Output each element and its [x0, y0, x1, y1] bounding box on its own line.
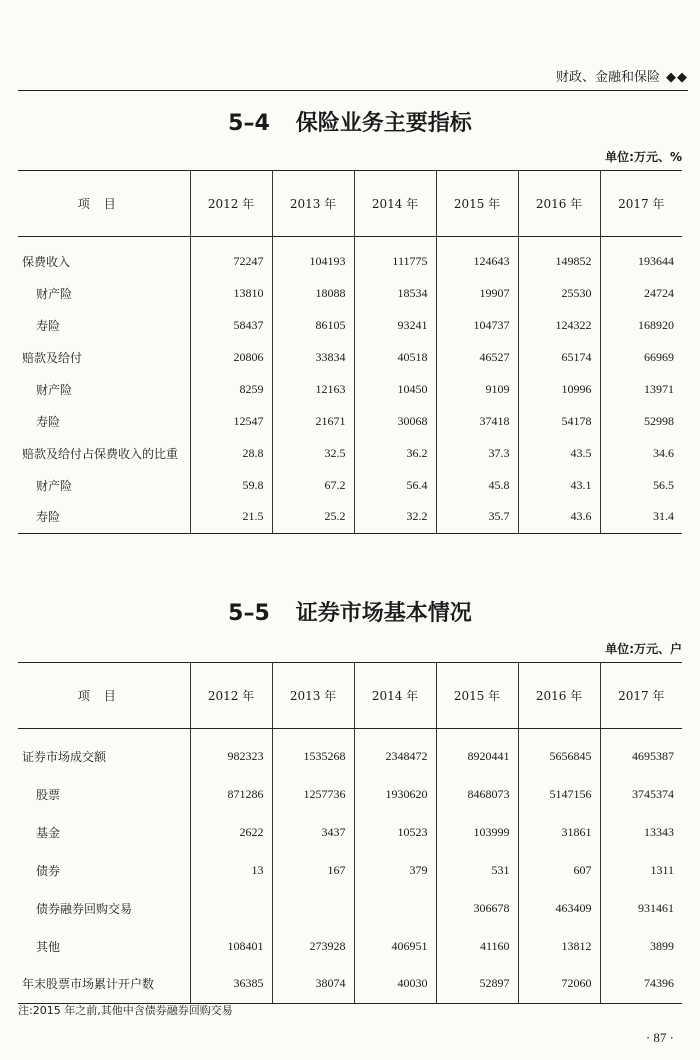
cell: 18534 [354, 277, 436, 309]
row-label: 股票 [18, 775, 190, 813]
cell: 65174 [518, 341, 600, 373]
cell: 86105 [272, 309, 354, 341]
insurance-indicators-table [18, 170, 682, 534]
spacer-row [18, 237, 682, 246]
table-row [18, 813, 682, 851]
column-header-year: 2014 年 [354, 663, 436, 729]
cell: 40518 [354, 341, 436, 373]
cell: 10996 [518, 373, 600, 405]
cell: 931461 [638, 900, 674, 915]
cell: 124643 [436, 245, 518, 277]
cell: 19907 [436, 277, 518, 309]
column-header-year: 2015 年 [436, 663, 518, 729]
table1-title-text: 保险业务主要指标 [295, 111, 472, 136]
cell: 54178 [518, 405, 600, 437]
table2-title [0, 596, 700, 627]
column-header-year: 2014 年 [354, 171, 436, 237]
cell: 13812 [518, 927, 600, 965]
column-header-year: 2013 年 [272, 171, 354, 237]
cell: 36385 [190, 965, 272, 1003]
cell: 5147156 [518, 775, 600, 813]
cell: 34.6 [653, 445, 674, 460]
cell: 463409 [518, 889, 600, 927]
page-number: · 87 · [645, 1030, 674, 1045]
footnote: 注:2015 年之前,其他中含债券融券回购交易 [18, 1004, 233, 1017]
cell: 72060 [518, 965, 600, 1003]
cell: 3437 [272, 813, 354, 851]
table-row [18, 501, 682, 533]
column-header-year: 2015 年 [436, 171, 518, 237]
cell: 13971 [644, 381, 674, 396]
cell: 37.3 [436, 437, 518, 469]
cell: 168920 [638, 317, 674, 332]
cell: 43.5 [518, 437, 600, 469]
cell: 59.8 [190, 469, 272, 501]
cell: 871286 [190, 775, 272, 813]
row-label: 其他 [18, 927, 190, 965]
table-row [18, 245, 682, 277]
cell: 30068 [354, 405, 436, 437]
row-label: 财产险 [18, 469, 190, 501]
cell: 406951 [354, 927, 436, 965]
cell: 167 [272, 851, 354, 889]
cell [190, 889, 272, 927]
cell: 982323 [190, 737, 272, 775]
row-label: 财产险 [18, 373, 190, 405]
table-row [18, 373, 682, 405]
table-row [18, 309, 682, 341]
table-row [18, 737, 682, 775]
cell: 104737 [436, 309, 518, 341]
table-row [18, 405, 682, 437]
table-row [18, 277, 682, 309]
column-header-year: 2012 年 [190, 171, 272, 237]
table-header-row [18, 171, 682, 237]
cell: 25.2 [272, 501, 354, 533]
cell: 33834 [272, 341, 354, 373]
row-label: 保费收入 [18, 245, 190, 277]
cell: 3899 [650, 938, 674, 953]
cell: 104193 [272, 245, 354, 277]
section-title: 财政、金融和保险 [555, 70, 660, 85]
running-header [18, 60, 688, 91]
cell: 103999 [436, 813, 518, 851]
cell: 13 [190, 851, 272, 889]
row-label: 债券融券回购交易 [18, 889, 190, 927]
cell: 18088 [272, 277, 354, 309]
table-header-row [18, 663, 682, 729]
column-header-year: 2012 年 [190, 663, 272, 729]
cell: 531 [436, 851, 518, 889]
cell: 193644 [638, 253, 674, 268]
cell: 31861 [518, 813, 600, 851]
cell: 4695387 [632, 748, 674, 763]
table1-number: 5–4 [228, 111, 270, 136]
cell: 2348472 [354, 737, 436, 775]
cell: 32.2 [354, 501, 436, 533]
table2-unit: 单位:万元、户 [605, 642, 682, 656]
cell: 5656845 [518, 737, 600, 775]
column-header-year: 2016 年 [518, 171, 600, 237]
table-row [18, 341, 682, 373]
cell: 10450 [354, 373, 436, 405]
cell: 1535268 [272, 737, 354, 775]
row-label: 寿险 [18, 501, 190, 533]
cell: 24724 [644, 285, 674, 300]
row-label: 赔款及给付占保费收入的比重 [18, 437, 190, 469]
row-label: 赔款及给付 [18, 341, 190, 373]
table1-unit: 单位:万元、% [605, 150, 682, 164]
cell: 28.8 [190, 437, 272, 469]
cell: 8259 [190, 373, 272, 405]
table2-title-text: 证券市场基本情况 [295, 601, 472, 626]
row-label: 寿险 [18, 405, 190, 437]
cell: 38074 [272, 965, 354, 1003]
cell: 56.4 [354, 469, 436, 501]
row-label: 财产险 [18, 277, 190, 309]
cell: 2622 [190, 813, 272, 851]
cell: 306678 [436, 889, 518, 927]
row-label: 年末股票市场累计开户数 [18, 965, 190, 1003]
table2-number: 5–5 [228, 601, 270, 626]
cell: 273928 [272, 927, 354, 965]
cell: 52998 [644, 413, 674, 428]
table-row [18, 851, 682, 889]
securities-market-table [18, 662, 682, 1004]
table-row [18, 469, 682, 501]
cell: 31.4 [600, 501, 682, 533]
row-label: 基金 [18, 813, 190, 851]
cell [272, 889, 354, 927]
cell: 13810 [190, 277, 272, 309]
cell: 66969 [644, 349, 674, 364]
cell: 124322 [518, 309, 600, 341]
cell: 13343 [644, 824, 674, 839]
cell: 108401 [190, 927, 272, 965]
table-row [18, 775, 682, 813]
table-row [18, 965, 682, 1003]
table-row [18, 889, 682, 927]
cell: 379 [354, 851, 436, 889]
cell: 8920441 [436, 737, 518, 775]
cell: 43.6 [518, 501, 600, 533]
cell: 43.1 [518, 469, 600, 501]
row-label: 债券 [18, 851, 190, 889]
column-header-year: 2017 年 [600, 171, 682, 237]
cell: 20806 [190, 341, 272, 373]
column-header-year: 2013 年 [272, 663, 354, 729]
cell: 9109 [436, 373, 518, 405]
cell: 149852 [518, 245, 600, 277]
cell: 41160 [436, 927, 518, 965]
cell: 45.8 [436, 469, 518, 501]
column-header-item: 项目 [18, 171, 190, 237]
cell: 58437 [190, 309, 272, 341]
column-header-year: 2017 年 [600, 663, 682, 729]
table-row [18, 927, 682, 965]
column-header-item: 项目 [18, 663, 190, 729]
cell: 111775 [354, 245, 436, 277]
cell [354, 889, 436, 927]
cell: 607 [518, 851, 600, 889]
cell: 21.5 [190, 501, 272, 533]
cell: 36.2 [354, 437, 436, 469]
cell: 72247 [190, 245, 272, 277]
cell: 35.7 [436, 501, 518, 533]
cell: 40030 [354, 965, 436, 1003]
cell: 21671 [272, 405, 354, 437]
spacer-row [18, 729, 682, 738]
cell: 12547 [190, 405, 272, 437]
table1-title [0, 106, 700, 137]
row-label: 证券市场成交额 [18, 737, 190, 775]
cell: 10523 [354, 813, 436, 851]
cell: 1311 [650, 862, 674, 877]
cell: 8468073 [436, 775, 518, 813]
cell: 37418 [436, 405, 518, 437]
cell: 52897 [436, 965, 518, 1003]
running-header-text [556, 66, 688, 85]
cell: 93241 [354, 309, 436, 341]
cell: 3745374 [632, 786, 674, 801]
cell: 1257736 [272, 775, 354, 813]
cell: 74396 [600, 965, 682, 1003]
cell: 67.2 [272, 469, 354, 501]
cell: 32.5 [272, 437, 354, 469]
column-header-year: 2016 年 [518, 663, 600, 729]
table-row [18, 437, 682, 469]
cell: 1930620 [354, 775, 436, 813]
cell: 12163 [272, 373, 354, 405]
cell: 46527 [436, 341, 518, 373]
cell: 56.5 [653, 477, 674, 492]
diamond-marker-icon: ◆◆ [666, 70, 688, 85]
cell: 25530 [518, 277, 600, 309]
row-label: 寿险 [18, 309, 190, 341]
